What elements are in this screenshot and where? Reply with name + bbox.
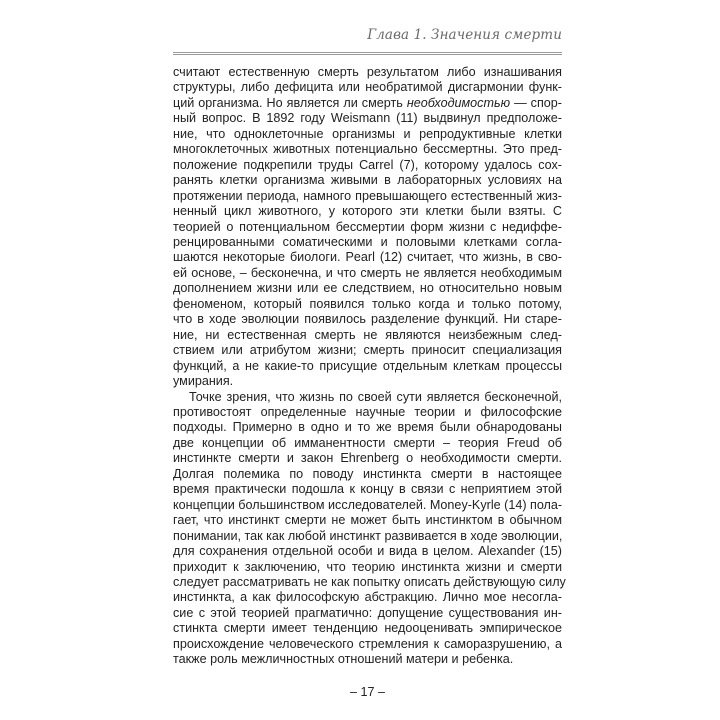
text-line: ненный цикл животного, у которого эти клетки были взяты. С	[173, 204, 562, 219]
text-line: умирания.	[173, 374, 234, 389]
emphasis-word: необходимостью	[406, 95, 511, 110]
text-line: теорией о потенциальном бессмертии форм жизни с недиффе-	[173, 219, 562, 234]
text-line: ние, ни естественная смерть не являются неизбежным след-	[173, 327, 562, 342]
text-line: структуры, либо дефицита или необратимой дисгармонии функ-	[173, 80, 562, 95]
text-line: понимании, так как любой инстинкт развивается в ходе эволюции,	[173, 528, 563, 543]
paragraph-2	[173, 389, 566, 668]
text-line: протяжении периода, намного превышающего естественный жиз-	[173, 188, 562, 203]
text-line: Долгая полемика по поводу инстинкта смерти в настоящее	[173, 466, 562, 481]
text-line: ный вопрос. В 1892 году Weismann (11) выдвинул предположе-	[173, 111, 562, 126]
text-line: Точке зрения, что жизнь по своей сути является бесконечной,	[189, 389, 562, 404]
text-line: две концепции об имманентности смерти – теория Freud об	[173, 435, 562, 450]
text-line: дополнением жизни или ее следствием, но относительно новым	[173, 281, 562, 296]
text-line: считают естественную смерть результатом либо изнашивания	[173, 65, 562, 79]
text-line: для сохранения отдельной особи и вида в целом. Alexander (15)	[173, 544, 562, 559]
text-line: ние, что одноклеточные организмы и репродуктивные клетки	[173, 126, 562, 141]
text-line: феноменом, который появился только когда и только потому,	[173, 296, 562, 311]
text-line: противостоят определенные научные теории и философские	[173, 404, 562, 419]
text-line: концепции большинством исследователей. Money-Kyrle (14) пола-	[173, 497, 563, 512]
text-line: следует рассматривать не как попытку описать действующую силу	[173, 574, 566, 589]
text-line: время практически подошла к концу в связи с неприятием этой	[173, 482, 562, 497]
text-line: ствием или атрибутом жизни; смерть приносит специализация	[173, 343, 562, 358]
text-line: подходы. Примерно в одно и то же время были обнародованы	[173, 420, 562, 435]
text-line: шаются некоторые биологи. Pearl (12) считает, что жизнь, в сво-	[173, 250, 562, 265]
text-line: положение подкрепили труды Carrel (7), которому удалось сох-	[173, 157, 562, 172]
header-rule	[173, 52, 562, 55]
text-line: ренцированными соматическими и половыми клетками согла-	[173, 234, 562, 249]
body-text	[173, 65, 566, 668]
running-head: Глава 1. Значения смерти	[367, 27, 562, 43]
text-line: также роль межличностных отношений матери и ребенка.	[173, 652, 514, 667]
text-line: гает, что инстинкт смерти не может быть инстинктом в обычном	[173, 513, 562, 528]
text-line: ей основе, – бесконечна, и что смерть не является необходимым	[173, 265, 562, 280]
paragraph-1	[173, 65, 562, 390]
text-line: ранять клетки организма живыми в лабораторных условиях на	[173, 173, 562, 188]
text-line: происхождение человеческого стремления к саморазрушению, а	[173, 636, 562, 651]
text-line: приходит к заключению, что теорию инстинкта жизни и смерти	[173, 559, 562, 574]
text-run: ций организма. Но является ли смерть	[173, 95, 407, 110]
page-number: – 17 –	[349, 685, 385, 699]
text-line: стинкта смерти имеет тенденцию недооценивать эмпирическое	[173, 621, 562, 636]
text-run: — спор-	[510, 95, 562, 110]
text-line: многоклеточных животных потенциально бессмертны. Это пред-	[173, 142, 562, 157]
text-line: инстинкта, а как философскую абстракцию. Лично мое несогла-	[173, 590, 562, 605]
text-line: инстинкте смерти и закон Ehrenberg о необходимости смерти.	[173, 451, 562, 466]
text-line: что в ходе эволюции появилось разделение функций. Ни старе-	[173, 312, 562, 327]
text-line	[173, 96, 562, 111]
text-line: функций, а не какие-то присущие отдельным клеткам процессы	[173, 358, 562, 373]
text-line: сие с этой теорией прагматично: допущение существования ин-	[173, 605, 562, 620]
